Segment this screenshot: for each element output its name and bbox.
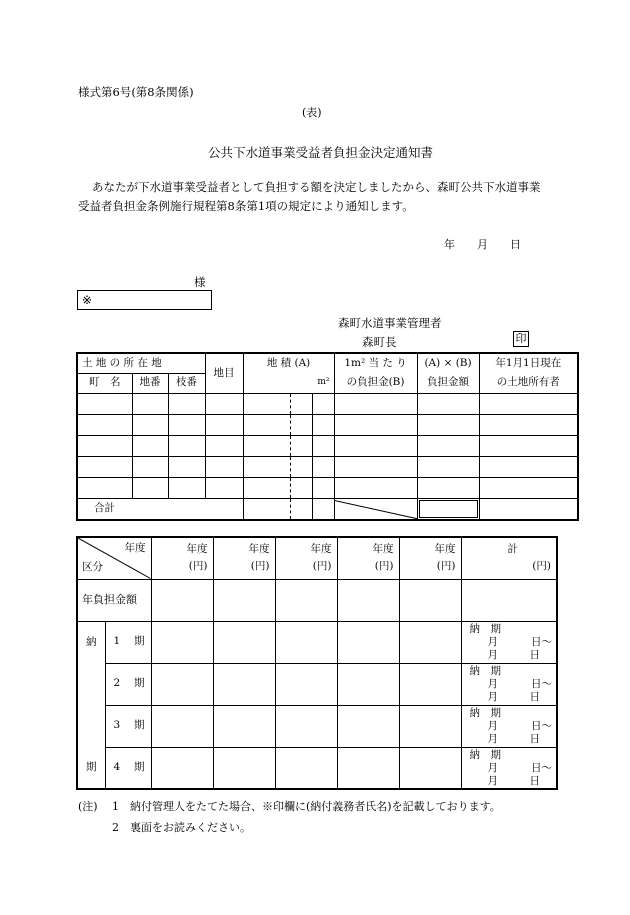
- issuer-title: 森町水道事業管理者: [338, 316, 442, 330]
- header-category: 地目: [205, 353, 243, 393]
- nou-label: 納: [77, 621, 105, 663]
- land-row: [77, 435, 578, 456]
- header-location: 土 地 の 所 在 地: [77, 353, 205, 373]
- body-line-2: 受益者負担金条例施行規程第8条第1項の規定により通知します。: [78, 199, 414, 213]
- period-label: 2 期: [105, 663, 151, 705]
- year-col-5: 年度 (円): [399, 537, 461, 579]
- year-col-3: 年度 (円): [275, 537, 337, 579]
- body-line-1: あなたが下水道事業受益者として負担する額を決定しましたから、森町公共下水道事業: [92, 180, 541, 194]
- annual-label: 年負担金額: [77, 579, 151, 621]
- header-year-class: [77, 537, 151, 579]
- header-amount-line2: 負担金額: [417, 373, 479, 393]
- header-lot: 地番: [132, 373, 168, 393]
- due-date-cell[interactable]: 納 期 月 日～ 月 日: [461, 747, 557, 789]
- diagonal-line: [335, 499, 417, 520]
- period-row: [77, 621, 557, 663]
- note-2: 2 裏面をお読みください。: [112, 821, 251, 834]
- note-1: 1 納付管理人をたてた場合、※印欄に(納付義務者氏名)を記載しております。: [112, 800, 501, 813]
- due-date-cell[interactable]: 納 期 月 日～ 月 日: [461, 621, 557, 663]
- total-col: 計 (円): [461, 537, 557, 579]
- recipient-box[interactable]: [77, 290, 212, 310]
- total-amount-cell[interactable]: [417, 498, 479, 520]
- annual-row: [77, 579, 557, 621]
- period-row: [77, 705, 557, 747]
- year-col-4: 年度 (円): [337, 537, 399, 579]
- header-unit-line2: の負担金(B): [334, 373, 417, 393]
- recipient-suffix: 様: [194, 275, 206, 289]
- header-owner-line2: の土地所有者: [479, 373, 578, 393]
- land-table: [76, 352, 579, 521]
- year-col-1: 年度 (円): [151, 537, 213, 579]
- ki-label: 期: [77, 747, 105, 789]
- year-col-2: 年度 (円): [213, 537, 275, 579]
- header-class: 区分: [82, 561, 103, 574]
- asterisk-mark: ※: [82, 293, 93, 307]
- seal-mark: 印: [513, 331, 529, 347]
- total-label: 合計: [77, 498, 243, 520]
- issuer-name: 森町長: [362, 335, 397, 349]
- form-number: 様式第6号(第8条関係): [78, 85, 194, 99]
- period-label: 3 期: [105, 705, 151, 747]
- header-area: 地 積 (A): [243, 353, 334, 373]
- header-town: 町 名: [77, 373, 132, 393]
- header-year: 年度: [124, 542, 146, 554]
- front-side-label: (表): [302, 106, 322, 119]
- header-unit-line1: 1m² 当 た り: [334, 353, 417, 373]
- header-branch: 枝番: [168, 373, 205, 393]
- period-label: 4 期: [105, 747, 151, 789]
- document-title: 公共下水道事業受益者負担金決定通知書: [208, 145, 434, 160]
- header-amount-line1: (A) × (B): [417, 353, 479, 373]
- due-date-cell[interactable]: 納 期 月 日～ 月 日: [461, 705, 557, 747]
- notes-label: (注): [78, 800, 98, 813]
- payment-table: [76, 536, 558, 790]
- land-row: [77, 414, 578, 435]
- total-unit-diagonal: [334, 498, 417, 520]
- header-owner-line1: 年1月1日現在: [479, 353, 578, 373]
- period-row: [77, 747, 557, 789]
- period-row: [77, 663, 557, 705]
- due-date-cell[interactable]: 納 期 月 日～ 月 日: [461, 663, 557, 705]
- land-row: [77, 477, 578, 498]
- period-label: 1 期: [105, 621, 151, 663]
- header-area-unit: m²: [243, 373, 334, 393]
- issue-date: 年 月 日: [444, 238, 521, 251]
- land-row: [77, 456, 578, 477]
- land-row: [77, 393, 578, 414]
